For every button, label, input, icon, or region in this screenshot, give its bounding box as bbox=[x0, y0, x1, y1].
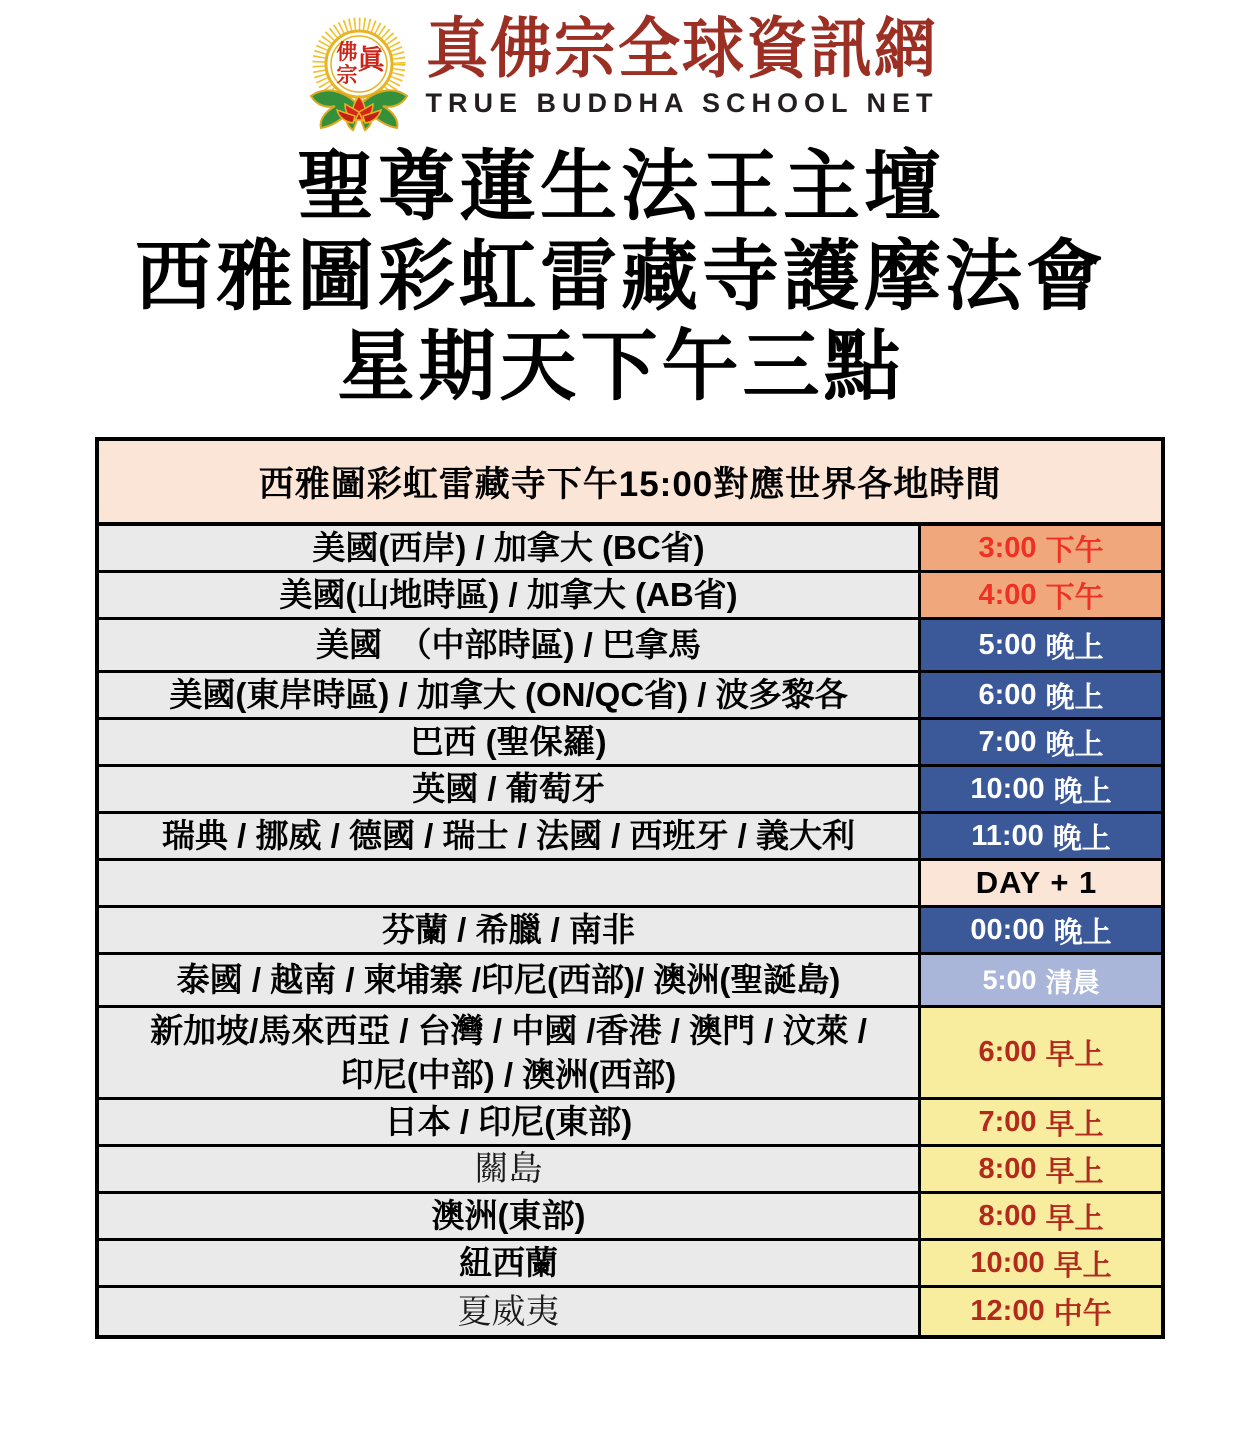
region-label: 美國 （中部時區) / 巴拿馬 bbox=[99, 620, 918, 670]
region-label: 澳洲(東部) bbox=[99, 1194, 918, 1238]
table-row bbox=[99, 1288, 1161, 1335]
time-cell bbox=[918, 861, 1161, 905]
time-value: 4:00 bbox=[978, 578, 1037, 611]
time-cell bbox=[918, 1100, 1161, 1144]
table-row bbox=[99, 620, 1161, 673]
time-value: 11:00 bbox=[971, 819, 1044, 852]
brand-name-chinese: 真佛宗全球資訊網 bbox=[425, 10, 938, 87]
table-row bbox=[99, 767, 1161, 814]
region-label: 新加坡/馬來西亞 / 台灣 / 中國 /香港 / 澳門 / 汶萊 / 印尼(中部) / 澳洲(西部) bbox=[99, 1008, 918, 1097]
table-row bbox=[99, 955, 1161, 1008]
region-label: 美國(東岸時區) / 加拿大 (ON/QC省) / 波多黎各 bbox=[99, 673, 918, 717]
time-value: 5:00 bbox=[982, 964, 1037, 995]
region-label: 美國(西岸) / 加拿大 (BC省) bbox=[99, 526, 918, 570]
time-period: 早上 bbox=[1045, 1108, 1104, 1141]
time-period: 晚上 bbox=[1045, 728, 1104, 761]
table-row-day-plus-one bbox=[99, 861, 1161, 908]
table-row bbox=[99, 1008, 1161, 1100]
time-cell bbox=[918, 673, 1161, 717]
true-buddha-school-emblem-icon bbox=[303, 12, 415, 136]
table-header-row bbox=[99, 441, 1161, 526]
time-value: 8:00 bbox=[978, 1152, 1037, 1185]
time-period: 清晨 bbox=[1045, 967, 1100, 998]
time-period: 下午 bbox=[1045, 581, 1104, 614]
time-period: 早上 bbox=[1045, 1039, 1104, 1071]
time-cell bbox=[918, 1288, 1161, 1335]
time-period: 早上 bbox=[1053, 1249, 1112, 1282]
time-value: 10:00 bbox=[970, 772, 1045, 805]
table-row bbox=[99, 1194, 1161, 1241]
table-row bbox=[99, 526, 1161, 573]
page-title bbox=[0, 142, 1242, 412]
svg-text:宗: 宗 bbox=[336, 62, 358, 87]
time-cell bbox=[918, 1008, 1161, 1097]
time-period: 中午 bbox=[1053, 1298, 1112, 1330]
svg-text:眞: 眞 bbox=[357, 45, 385, 76]
region-label: 英國 / 葡萄牙 bbox=[99, 767, 918, 811]
region-label: 日本 / 印尼(東部) bbox=[99, 1100, 918, 1144]
time-cell bbox=[918, 720, 1161, 764]
table-row bbox=[99, 908, 1161, 955]
table-row bbox=[99, 1100, 1161, 1147]
region-label: 芬蘭 / 希臘 / 南非 bbox=[99, 908, 918, 952]
time-cell bbox=[918, 1194, 1161, 1238]
time-value: 12:00 bbox=[970, 1295, 1045, 1327]
region-label: 瑞典 / 挪威 / 德國 / 瑞士 / 法國 / 西班牙 / 義大利 bbox=[99, 814, 918, 858]
table-row bbox=[99, 1241, 1161, 1288]
region-label: 巴西 (聖保羅) bbox=[99, 720, 918, 764]
time-period: 下午 bbox=[1045, 534, 1104, 567]
time-cell bbox=[918, 573, 1161, 617]
region-label: 關島 bbox=[99, 1147, 918, 1191]
time-period: 晚上 bbox=[1045, 631, 1104, 664]
brand-name-english: TRUE BUDDHA SCHOOL NET bbox=[425, 88, 939, 118]
svg-text:佛: 佛 bbox=[336, 39, 358, 64]
logo bbox=[0, 0, 1242, 136]
time-value: 3:00 bbox=[978, 531, 1037, 564]
time-cell bbox=[918, 767, 1161, 811]
time-cell bbox=[918, 1241, 1161, 1285]
time-value: 5:00 bbox=[978, 628, 1037, 661]
table-row bbox=[99, 1147, 1161, 1194]
time-cell bbox=[918, 526, 1161, 570]
time-value: 7:00 bbox=[978, 725, 1037, 758]
region-label: 泰國 / 越南 / 柬埔寨 /印尼(西部)/ 澳洲(聖誕島) bbox=[99, 955, 918, 1005]
title-line-2: 西雅圖彩虹雷藏寺護摩法會 bbox=[135, 232, 1107, 323]
time-value: 7:00 bbox=[978, 1105, 1037, 1138]
time-value: 8:00 bbox=[978, 1199, 1037, 1232]
region-label: 美國(山地時區) / 加拿大 (AB省) bbox=[99, 573, 918, 617]
time-cell bbox=[918, 814, 1161, 858]
table-row bbox=[99, 720, 1161, 767]
time-period: 晚上 bbox=[1052, 822, 1111, 855]
time-cell bbox=[918, 620, 1161, 670]
region-label: 紐西蘭 bbox=[99, 1241, 918, 1285]
time-cell bbox=[918, 1147, 1161, 1191]
time-period: 晚上 bbox=[1045, 681, 1104, 714]
time-value: DAY + 1 bbox=[975, 865, 1098, 900]
table-header-text: 西雅圖彩虹雷藏寺下午15:00對應世界各地時間 bbox=[258, 464, 1002, 504]
region-label bbox=[99, 861, 918, 905]
brand-block bbox=[425, 12, 938, 119]
time-cell bbox=[918, 908, 1161, 952]
title-line-3: 星期天下午三點 bbox=[337, 322, 905, 413]
time-period: 早上 bbox=[1045, 1202, 1104, 1235]
time-cell bbox=[918, 955, 1161, 1005]
time-value: 10:00 bbox=[970, 1246, 1045, 1279]
region-label: 夏威夷 bbox=[99, 1288, 918, 1335]
title-line-1: 聖尊蓮生法王主壇 bbox=[297, 142, 945, 232]
time-value: 6:00 bbox=[978, 678, 1037, 711]
table-row bbox=[99, 814, 1161, 861]
time-period: 晚上 bbox=[1053, 775, 1112, 808]
timezone-table bbox=[95, 437, 1165, 1339]
time-value: 00:00 bbox=[970, 913, 1045, 946]
table-row bbox=[99, 673, 1161, 720]
time-period: 晚上 bbox=[1053, 916, 1112, 949]
time-period: 早上 bbox=[1045, 1155, 1104, 1188]
table-row bbox=[99, 573, 1161, 620]
time-value: 6:00 bbox=[978, 1036, 1037, 1068]
